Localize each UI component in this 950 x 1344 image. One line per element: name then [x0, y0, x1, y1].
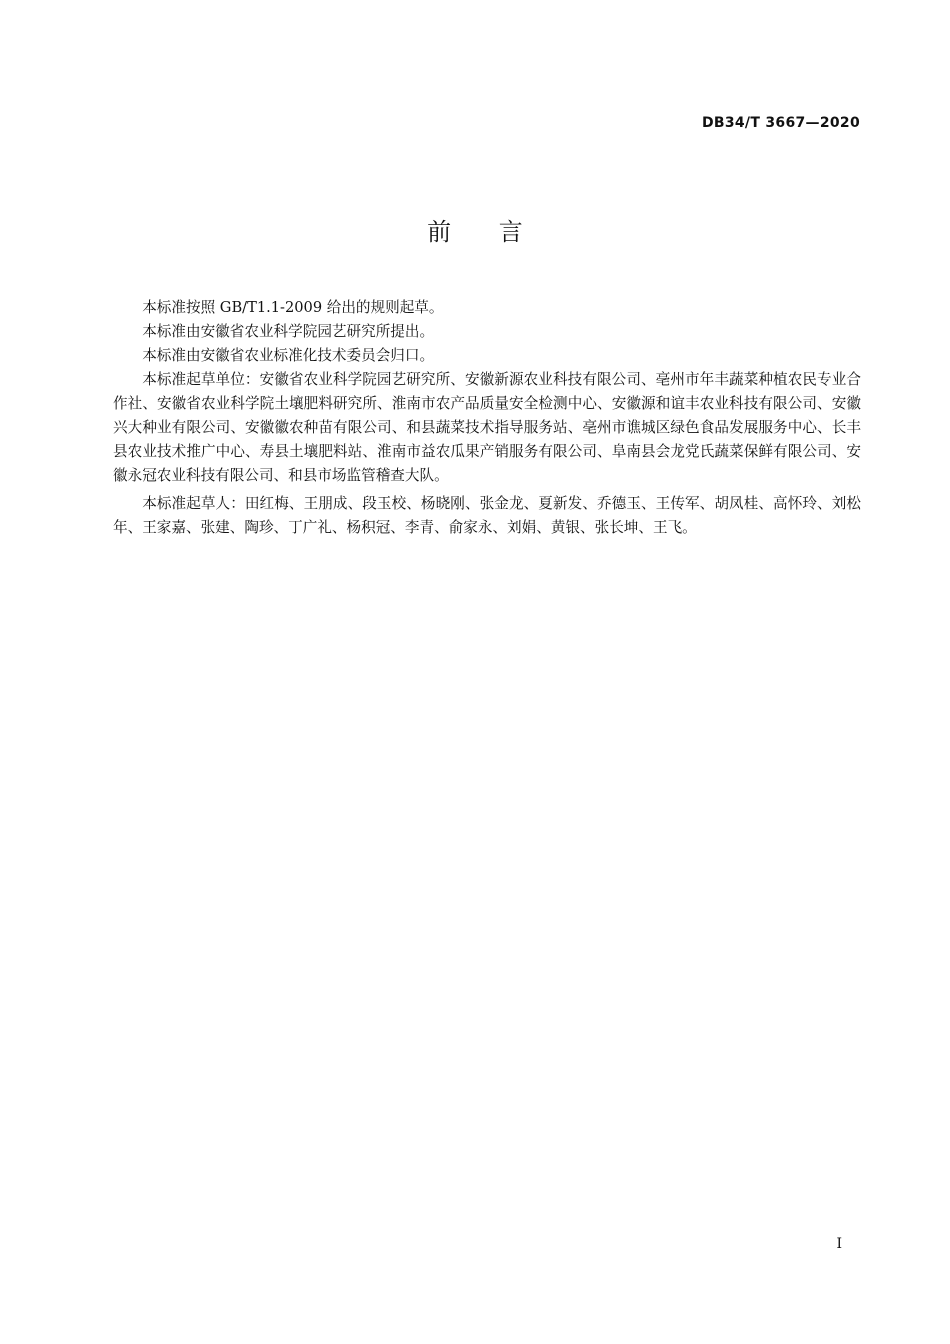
paragraph-drafters: 本标准起草人：田红梅、王朋成、段玉校、杨晓刚、张金龙、夏新发、乔德玉、王传军、胡凤桂、高怀玲、刘松年、王家嘉、张建、陶珍、丁广礼、杨积冠、李青、俞家永、刘娟、黄银、张长坤、王飞。	[113, 495, 861, 536]
paragraph-drafting-rules: 本标准按照 GB/T1.1-2009 给出的规则起草。	[142, 299, 444, 316]
page-number: I	[836, 1236, 842, 1252]
page-title: 前 言	[427, 218, 543, 246]
paragraph-proposer: 本标准由安徽省农业科学院园艺研究所提出。	[142, 323, 435, 340]
document-code: DB34/T 3667—2020	[701, 115, 860, 131]
paragraph-drafting-units: 本标准起草单位：安徽省农业科学院园艺研究所、安徽新源农业科技有限公司、亳州市年丰蔬菜种植农民专业合作社、安徽省农业科学院土壤肥料研究所、淮南市农产品质量安全检测中心、安徽源和谊丰农业科技有限公司、安徽兴大种业有限公司、安徽徽农种苗有限公司、和县蔬菜技术指导服务站、亳州市谯城区绿色食品发展服务中心、长丰县农业技术推广中心、寿县土壤肥料站、淮南市益农瓜果产销服务有限公司、阜南县会龙党氏蔬菜保鲜有限公司、安徽永冠农业科技有限公司、和县市场监管稽查大队。	[113, 371, 861, 484]
foreword-body	[113, 296, 861, 540]
paragraph-administrator: 本标准由安徽省农业标准化技术委员会归口。	[142, 347, 435, 364]
